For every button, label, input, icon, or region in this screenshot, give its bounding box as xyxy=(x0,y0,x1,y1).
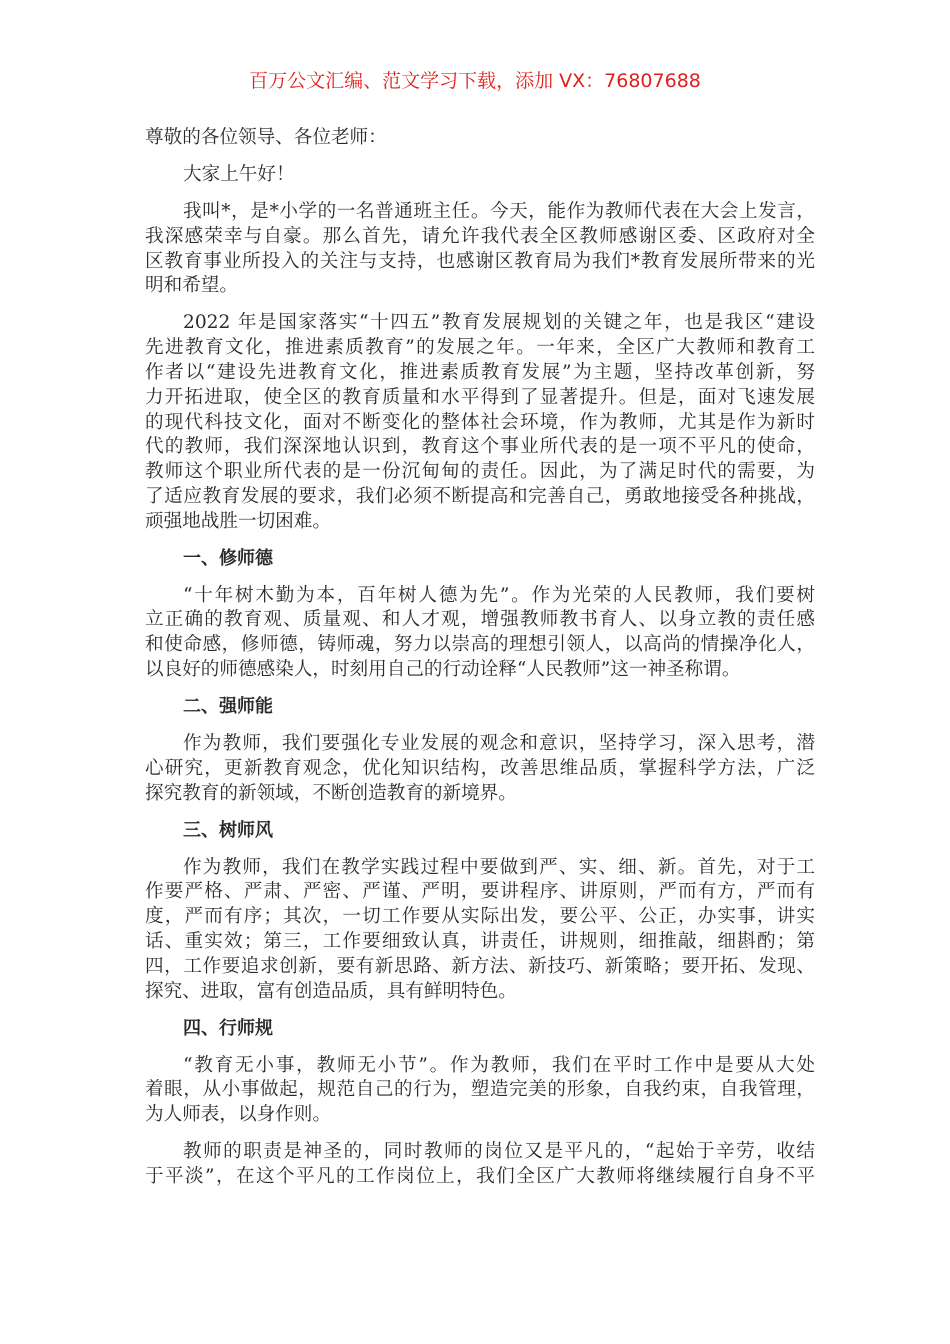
section-heading: 三、树师风 xyxy=(183,819,273,841)
paragraph-line: 作要严格、严肃、严密、严谨、严明，要讲程序、讲原则，严而有方，严而有 xyxy=(145,881,815,903)
section-heading: 四、行师规 xyxy=(183,1017,273,1039)
paragraph-line: 作为教师，我们要强化专业发展的观念和意识，坚持学习，深入思考，潜 xyxy=(183,733,815,755)
paragraph-line: 的现代科技文化，面对不断变化的整体社会环境，作为教师，尤其是作为新时 xyxy=(145,411,815,433)
paragraph-line: 我深感荣幸与自豪。那么首先，请允许我代表全区教师感谢区委、区政府对全 xyxy=(145,225,815,247)
paragraph-line: “十年树木勤为本，百年树人德为先”。作为光荣的人民教师，我们要树 xyxy=(183,584,815,606)
paragraph-line: 作为教师，我们在教学实践过程中要做到严、实、细、新。首先，对于工 xyxy=(183,856,815,878)
paragraph xyxy=(145,584,815,683)
paragraph-line: 作者以“建设先进教育文化，推进素质教育发展”为主题，坚持改革创新，努 xyxy=(145,361,815,383)
paragraph xyxy=(145,200,815,299)
paragraph-line: 我叫*，是*小学的一名普通班主任。今天，能作为教师代表在大会上发言， xyxy=(183,200,815,222)
paragraph-line: “教育无小事，教师无小节”。作为教师，我们在平时工作中是要从大处 xyxy=(183,1054,815,1076)
paragraph-line: 明和希望。 xyxy=(145,275,238,297)
section-heading: 一、修师德 xyxy=(183,547,273,569)
paragraph-line: 区教育事业所投入的关注与支持，也感谢区教育局为我们*教育发展所带来的光 xyxy=(145,250,815,272)
paragraph-line: 了适应教育发展的要求，我们必须不断提高和完善自己，勇敢地接受各种挑战， xyxy=(145,485,815,507)
document-body xyxy=(145,126,815,1202)
paragraph-line: 话、重实效；第三，工作要细致认真，讲责任，讲规则，细推敲，细斟酌；第 xyxy=(145,931,815,952)
paragraph-line: 力开拓进取，使全区的教育质量和水平得到了显著提升。但是，面对飞速发展 xyxy=(145,386,815,408)
paragraph-line: 度，严而有序；其次，一切工作要从实际出发，要公平、公正，办实事，讲实 xyxy=(145,906,815,928)
paragraph-line: 探究、进取，富有创造品质，具有鲜明特色。 xyxy=(145,980,517,1002)
paragraph-line: 心研究，更新教育观念，优化知识结构，改善思维品质，掌握科学方法，广泛 xyxy=(145,757,815,779)
paragraph xyxy=(145,732,815,806)
paragraph-line: 大家上午好！ xyxy=(183,163,295,185)
paragraph-line: 于平淡”，在这个平凡的工作岗位上，我们全区广大教师将继续履行自身不平 xyxy=(145,1165,815,1187)
paragraph xyxy=(145,856,815,1005)
paragraph xyxy=(145,163,815,188)
paragraph-line: 顽强地战胜一切困难。 xyxy=(145,510,331,532)
paragraph-line: 教师这个职业所代表的是一份沉甸甸的责任。因此，为了满足时代的需要，为 xyxy=(145,461,815,483)
paragraph xyxy=(145,1140,815,1190)
document-paragraphs xyxy=(145,163,815,1190)
paragraph-line: 代的教师，我们深深地认识到，教育这个事业所代表的是一项不平凡的使命， xyxy=(145,436,815,458)
paragraph-line: 以良好的师德感染人，时刻用自己的行动诠释“人民教师”这一神圣称谓。 xyxy=(145,659,741,681)
paragraph-line: 为人师表，以身作则。 xyxy=(145,1104,331,1126)
paragraph-line: 着眼，从小事做起，规范自己的行为，塑造完美的形象，自我约束，自我管理， xyxy=(145,1079,815,1101)
salutation: 尊敬的各位领导、各位老师： xyxy=(145,127,387,148)
paragraph-line: 立正确的教育观、质量观、和人才观，增强教师教书育人、以身立教的责任感 xyxy=(145,609,815,631)
paragraph-line: 先进教育文化，推进素质教育”的发展之年。一年来，全区广大教师和教育工 xyxy=(145,337,815,359)
paragraph xyxy=(145,311,815,534)
paragraph-line: 和使命感，修师德，铸师魂，努力以崇高的理想引领人，以高尚的情操净化人， xyxy=(145,634,815,656)
download-banner: 百万公文汇编、范文学习下载，添加 VX：76807688 xyxy=(249,70,701,92)
paragraph-line: 教师的职责是神圣的，同时教师的岗位又是平凡的，“起始于辛劳，收结 xyxy=(183,1141,815,1163)
paragraph xyxy=(145,1054,815,1128)
paragraph-line: 四，工作要追求创新，要有新思路、新方法、新技巧、新策略；要开拓、发现、 xyxy=(145,955,815,977)
section-heading: 二、强师能 xyxy=(183,696,273,718)
paragraph-line: 探究教育的新领域，不断创造教育的新境界。 xyxy=(145,782,517,804)
paragraph-line: 2022 年是国家落实“十四五”教育发展规划的关键之年，也是我区“建设 xyxy=(183,312,815,334)
